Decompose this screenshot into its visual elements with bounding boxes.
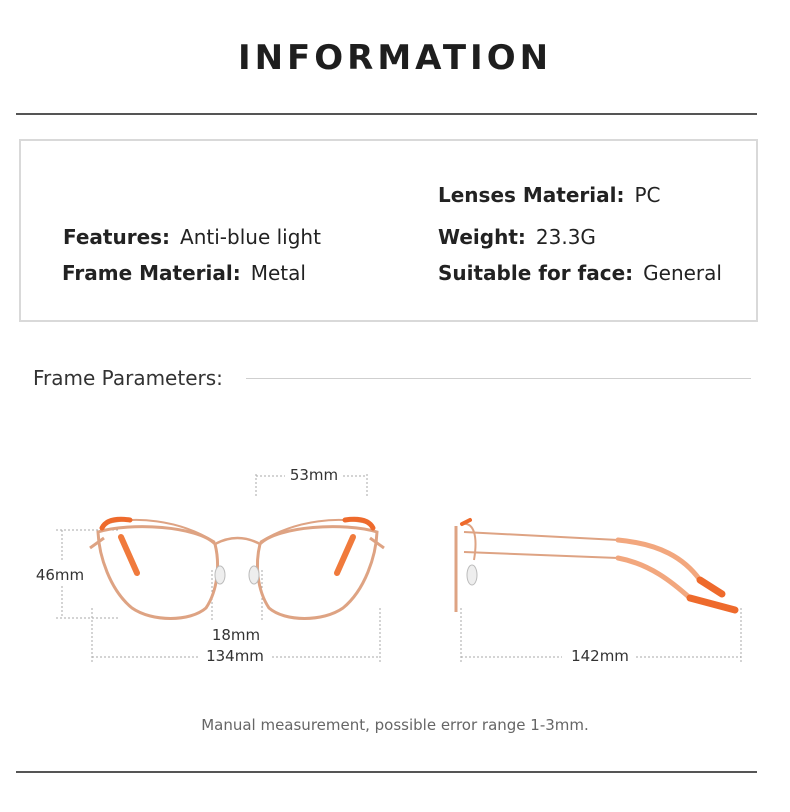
page-title: INFORMATION	[237, 38, 553, 78]
measurement-note: Manual measurement, possible error range 1-3mm.	[201, 716, 589, 734]
top-divider	[16, 113, 757, 115]
features-row	[63, 225, 321, 249]
weight-label: Weight:	[438, 225, 526, 249]
glasses-side-view	[456, 520, 735, 612]
weight-value: 23.3G	[535, 225, 596, 249]
frame-material-label: Frame Material:	[62, 261, 241, 285]
weight-row	[438, 225, 596, 249]
frame-parameters-label: Frame Parameters:	[33, 366, 223, 390]
bridge-width-label: 18mm	[211, 626, 261, 644]
frame-material-value: Metal	[250, 261, 306, 285]
features-label: Features:	[63, 225, 171, 249]
info-panel	[19, 139, 758, 322]
suitable-face-label: Suitable for face:	[438, 261, 634, 285]
lenses-material-row	[438, 183, 661, 207]
lenses-material-label: Lenses Material:	[438, 183, 625, 207]
temple-length-label: 142mm	[571, 647, 629, 665]
lenses-material-value: PC	[634, 183, 661, 207]
frame-width-label: 134mm	[206, 647, 264, 665]
frame-diagram	[0, 440, 790, 680]
features-value: Anti-blue light	[180, 225, 321, 249]
frame-material-row	[62, 261, 306, 285]
lens-width-label: 53mm	[289, 466, 339, 484]
suitable-face-row	[438, 261, 722, 285]
bottom-divider	[16, 771, 757, 773]
lens-height-label: 46mm	[35, 566, 85, 584]
suitable-face-value: General	[643, 261, 722, 285]
dimension-lines	[56, 474, 741, 662]
glasses-front-view	[90, 519, 384, 618]
frame-parameters-line	[246, 378, 751, 379]
